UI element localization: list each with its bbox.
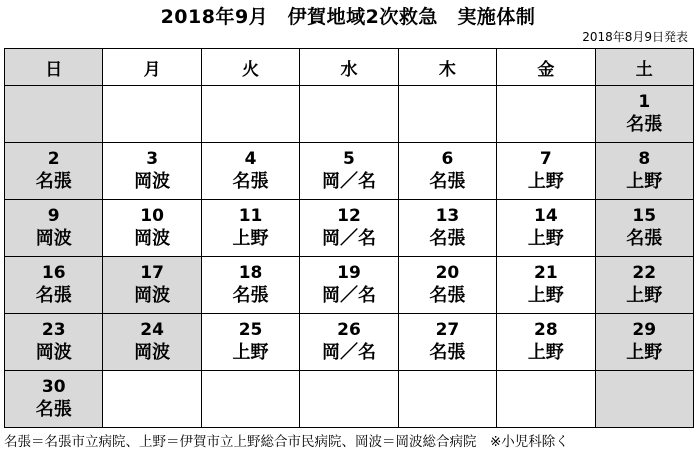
day-number: 11 xyxy=(238,206,263,226)
weekday-header-tue: 火 xyxy=(201,49,299,86)
day-cell xyxy=(595,257,693,314)
empty-day-cell xyxy=(497,371,595,428)
hospital-label: 上野 xyxy=(527,171,564,192)
weekday-header-sun: 日 xyxy=(5,49,103,86)
day-cell xyxy=(497,257,595,314)
day-cell xyxy=(5,371,103,428)
empty-day-cell xyxy=(497,86,595,143)
weekday-header-wed: 水 xyxy=(300,49,398,86)
hospital-label: 上野 xyxy=(527,342,564,363)
hospital-label: 上野 xyxy=(626,171,663,192)
day-number: 5 xyxy=(343,149,355,169)
day-number: 23 xyxy=(41,320,66,340)
weekday-header-sat: 土 xyxy=(595,49,693,86)
calendar-body xyxy=(5,86,694,428)
week-row xyxy=(5,371,694,428)
legend-note: 名張＝名張市立病院、上野＝伊賀市立上野総合市民病院、岡波＝岡波総合病院 ※小児科除く xyxy=(4,434,569,450)
day-number: 2 xyxy=(47,149,60,169)
hospital-label: 岡／名 xyxy=(321,342,376,363)
day-number: 18 xyxy=(238,263,263,283)
empty-day-cell xyxy=(201,371,299,428)
day-cell xyxy=(300,314,398,371)
weekday-header-mon: 月 xyxy=(103,49,201,86)
hospital-label: 名張 xyxy=(35,399,72,420)
weekday-header-row xyxy=(5,49,694,86)
day-cell xyxy=(103,200,201,257)
hospital-label: 岡波 xyxy=(35,228,72,249)
hospital-label: 上野 xyxy=(232,228,269,249)
day-cell xyxy=(300,257,398,314)
hospital-label: 名張 xyxy=(35,285,72,306)
hospital-label: 上野 xyxy=(527,285,564,306)
hospital-label: 上野 xyxy=(626,342,663,363)
day-cell xyxy=(201,314,299,371)
day-number: 22 xyxy=(632,263,657,283)
day-number: 4 xyxy=(244,149,257,169)
week-row xyxy=(5,257,694,314)
day-cell xyxy=(201,257,299,314)
day-number: 20 xyxy=(435,263,460,283)
hospital-label: 岡／名 xyxy=(321,285,376,306)
hospital-label: 岡波 xyxy=(134,342,171,363)
day-number: 13 xyxy=(435,206,460,226)
empty-day-cell xyxy=(300,371,398,428)
day-number: 17 xyxy=(140,263,164,283)
hospital-label: 岡波 xyxy=(35,342,72,363)
day-number: 28 xyxy=(533,320,558,340)
day-number: 27 xyxy=(435,320,460,340)
day-number: 26 xyxy=(337,320,361,340)
hospital-label: 名張 xyxy=(232,285,269,306)
hospital-label: 上野 xyxy=(626,285,663,306)
hospital-label: 岡波 xyxy=(134,228,171,249)
day-cell xyxy=(398,143,496,200)
day-cell xyxy=(103,143,201,200)
day-cell xyxy=(398,200,496,257)
empty-day-cell xyxy=(201,86,299,143)
day-number: 21 xyxy=(533,263,558,283)
hospital-label: 岡波 xyxy=(134,285,171,306)
empty-day-cell xyxy=(595,371,693,428)
empty-day-cell xyxy=(5,86,103,143)
day-cell xyxy=(595,143,693,200)
day-number: 15 xyxy=(632,206,657,226)
hospital-label: 名張 xyxy=(626,228,663,249)
day-number: 30 xyxy=(41,377,66,397)
hospital-label: 上野 xyxy=(527,228,564,249)
day-cell xyxy=(201,200,299,257)
weekday-header-fri: 金 xyxy=(497,49,595,86)
day-number: 8 xyxy=(638,149,651,169)
week-row xyxy=(5,200,694,257)
day-number: 3 xyxy=(146,149,159,169)
day-cell xyxy=(497,314,595,371)
hospital-label: 名張 xyxy=(429,342,466,363)
hospital-label: 岡波 xyxy=(134,171,171,192)
day-number: 6 xyxy=(441,149,454,169)
day-number: 7 xyxy=(539,149,552,169)
day-cell xyxy=(5,143,103,200)
day-cell xyxy=(497,143,595,200)
schedule-calendar xyxy=(4,48,694,428)
day-number: 14 xyxy=(533,206,558,226)
hospital-label: 岡／名 xyxy=(321,228,376,249)
day-number: 24 xyxy=(140,320,164,340)
day-cell xyxy=(5,314,103,371)
day-number: 29 xyxy=(632,320,657,340)
day-cell xyxy=(398,314,496,371)
day-cell xyxy=(497,200,595,257)
empty-day-cell xyxy=(300,86,398,143)
day-cell xyxy=(595,86,693,143)
hospital-label: 名張 xyxy=(35,171,72,192)
day-cell xyxy=(300,143,398,200)
day-cell xyxy=(398,257,496,314)
week-row xyxy=(5,314,694,371)
day-number: 12 xyxy=(337,206,361,226)
empty-day-cell xyxy=(398,371,496,428)
day-cell xyxy=(595,314,693,371)
day-number: 16 xyxy=(41,263,66,283)
day-number: 10 xyxy=(140,206,164,226)
day-cell xyxy=(595,200,693,257)
day-number: 19 xyxy=(337,263,361,283)
day-cell xyxy=(201,143,299,200)
day-cell xyxy=(103,314,201,371)
hospital-label: 名張 xyxy=(429,228,466,249)
week-row xyxy=(5,143,694,200)
day-number: 1 xyxy=(638,92,651,112)
hospital-label: 名張 xyxy=(429,285,466,306)
empty-day-cell xyxy=(103,371,201,428)
empty-day-cell xyxy=(398,86,496,143)
day-cell xyxy=(300,200,398,257)
hospital-label: 名張 xyxy=(232,171,269,192)
day-number: 9 xyxy=(47,206,60,226)
page-title: 2018年9月 伊賀地域2次救急 実施体制 xyxy=(160,6,536,28)
week-row xyxy=(5,86,694,143)
day-cell xyxy=(5,200,103,257)
day-cell xyxy=(5,257,103,314)
weekday-header-thu: 木 xyxy=(398,49,496,86)
issue-date: 2018年8月9日発表 xyxy=(582,30,688,44)
empty-day-cell xyxy=(103,86,201,143)
day-cell xyxy=(103,257,201,314)
hospital-label: 名張 xyxy=(626,114,663,135)
hospital-label: 名張 xyxy=(429,171,466,192)
day-number: 25 xyxy=(238,320,263,340)
hospital-label: 上野 xyxy=(232,342,269,363)
hospital-label: 岡／名 xyxy=(321,171,376,192)
